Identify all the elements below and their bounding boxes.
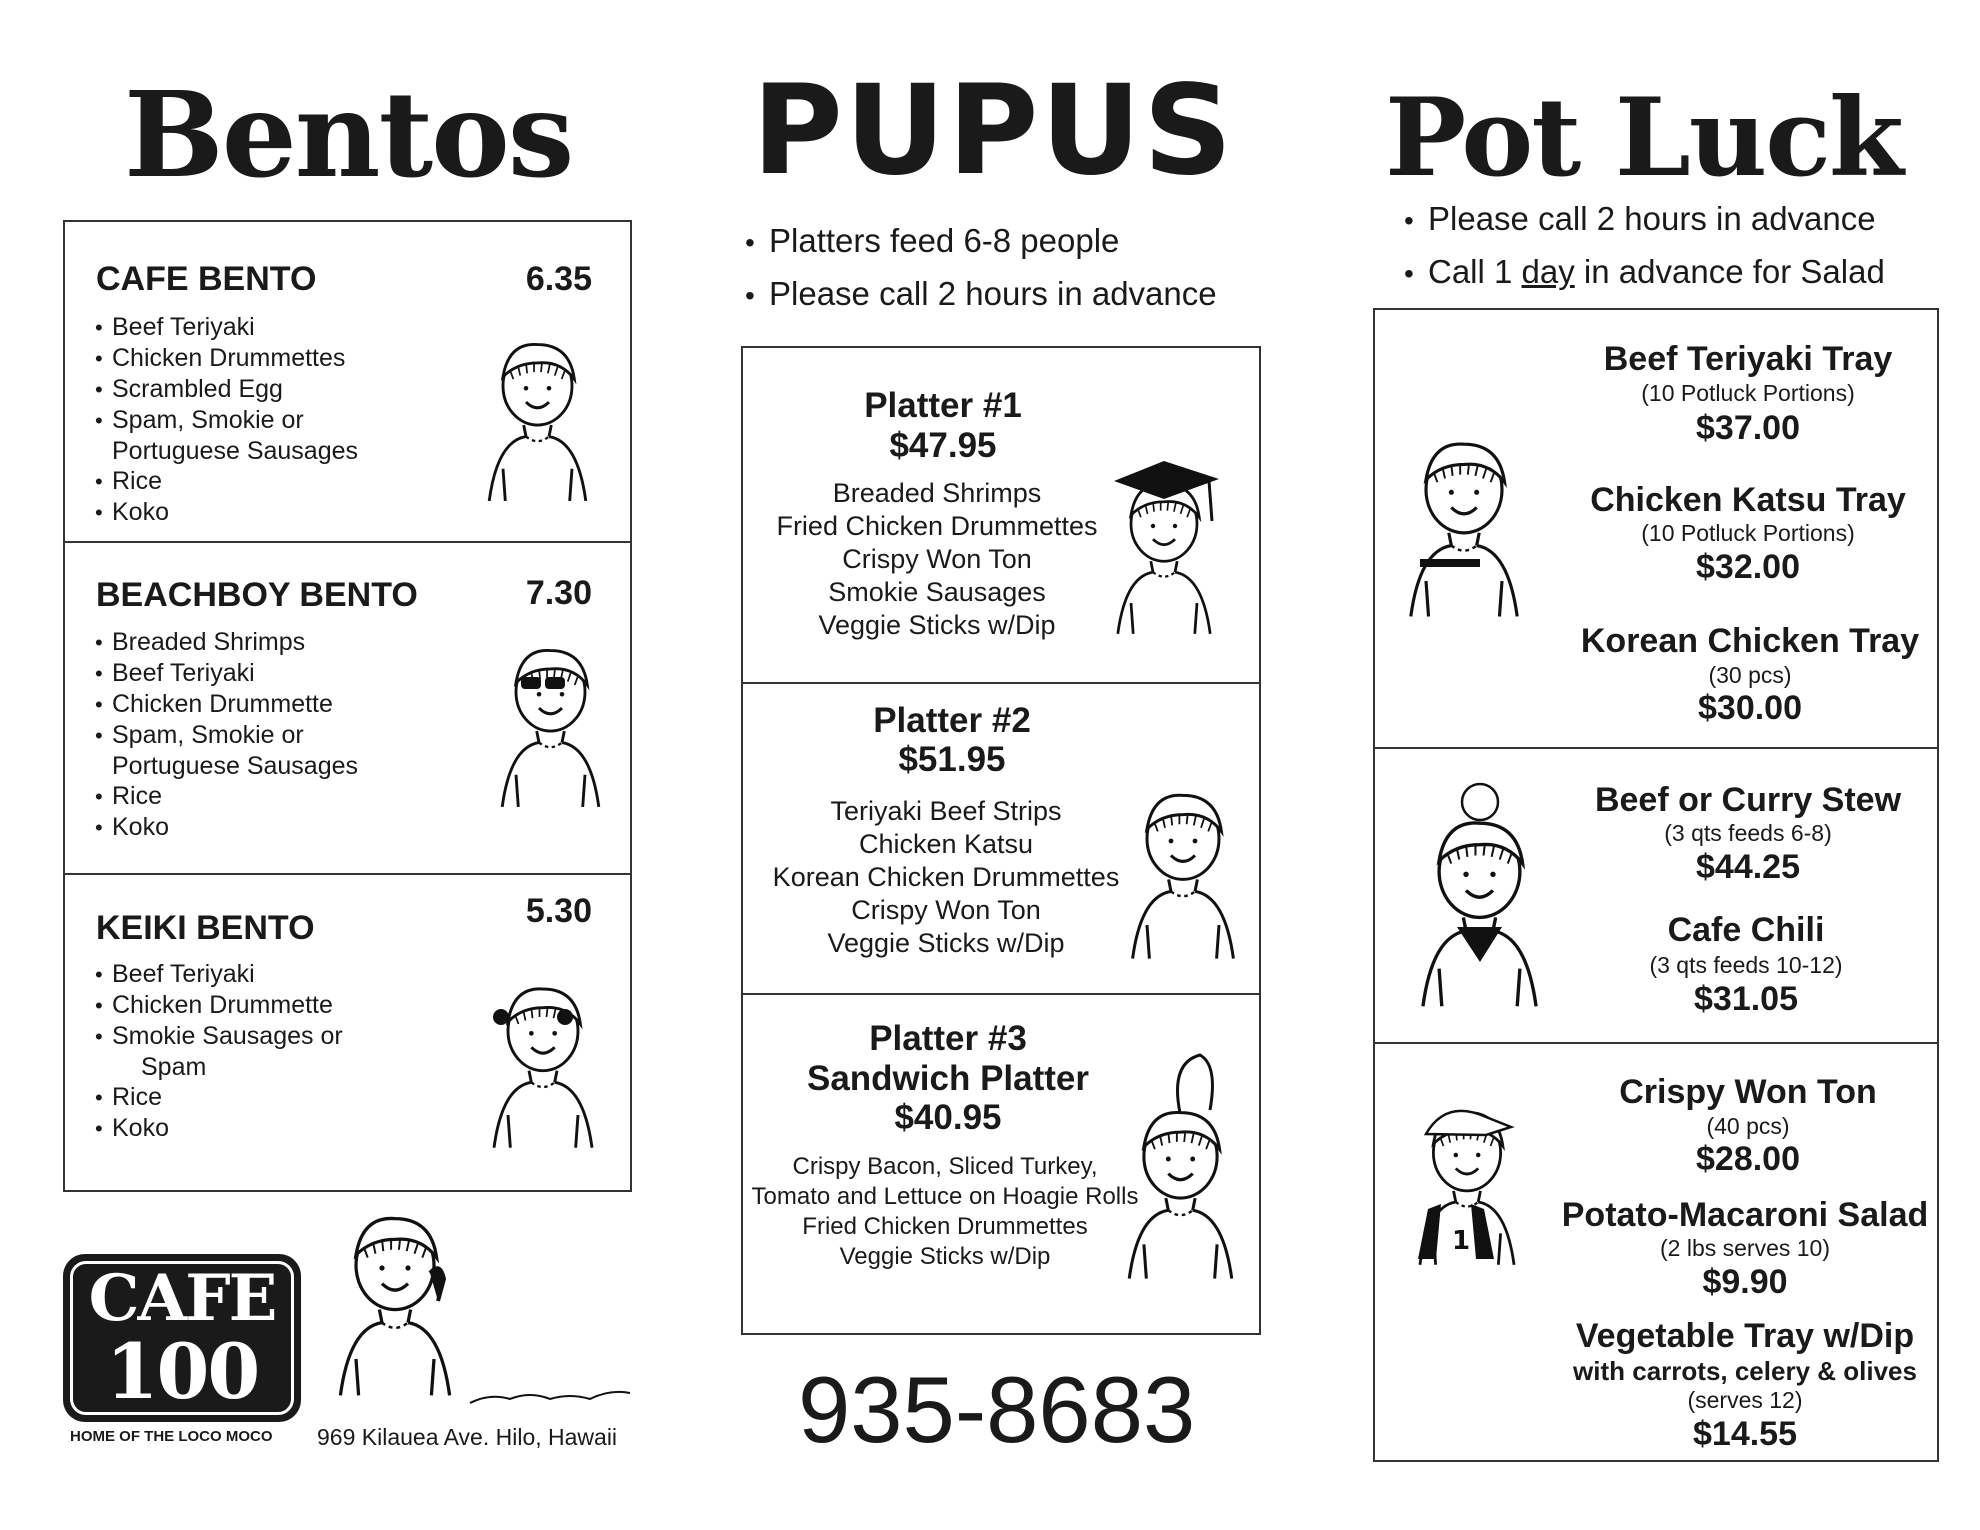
item-name: Beef or Curry Stew [1594,781,1902,819]
note-emphasis: day [1521,253,1575,290]
list-item: • Beef Teriyaki [95,959,343,990]
platter-item: Crispy Won Ton [851,895,1041,925]
item-name: Vegetable Tray w/Dip [1575,1317,1915,1355]
platter-item: Veggie Sticks w/Dip [839,1243,1051,1270]
list-item: • Beef Teriyaki [95,312,358,343]
baseball-boy-illustration [1406,1099,1528,1267]
item-name: Chicken Katsu Tray [1590,481,1906,519]
platter-item: Tomato and Lettuce on Hoagie Rolls [751,1183,1139,1210]
item-detail: (10 Potluck Portions) [1641,380,1855,406]
platter-item: Crispy Bacon, Sliced Turkey, [792,1153,1098,1180]
potluck-note: • Please call 2 hours in advance [1404,199,1876,241]
platter-item: Chicken Katsu [858,829,1034,859]
item-price: $31.05 [1694,980,1798,1018]
list-item: • Rice [95,1082,343,1113]
boy-illustration [1123,780,1243,962]
divider [743,682,1259,684]
bento-items [95,312,358,528]
item-name: Korean Chicken Tray [1580,622,1920,660]
platter-price: $47.95 [889,426,997,465]
potluck-note [1404,252,1885,294]
platter-price: $51.95 [898,740,1006,779]
bentos-title: Bentos [124,65,573,204]
list-item: • Spam, Smokie or [95,720,358,751]
divider [1375,747,1937,749]
bento-price: 5.30 [525,892,592,930]
list-item: • Koko [95,1113,343,1144]
note-text: Call 1 [1428,253,1522,290]
list-item: • Beef Teriyaki [95,658,358,689]
list-item: • Koko [95,497,358,528]
graduate-illustration [1094,451,1234,636]
platter-item: Teriyaki Beef Strips [830,796,1062,826]
list-item: • Smokie Sausages or [95,1021,343,1052]
platter-name: Platter #2 [873,701,1031,740]
item-name: Crispy Won Ton [1619,1073,1877,1111]
bento-price: 7.30 [525,574,592,612]
logo-line1: CAFE [88,1261,276,1336]
list-item: • Spam, Smokie or [95,405,358,436]
bob-haircut-girl-illustration [1400,429,1528,619]
bento-price: 6.35 [525,260,592,298]
platter-name: Platter #3 [869,1019,1027,1058]
pupus-note: • Platters feed 6-8 people [745,221,1119,263]
bento-items [95,959,343,1144]
platter-item: Smokie Sausages [828,577,1046,607]
logo-line2: 100 [105,1327,259,1416]
platter-item: Korean Chicken Drummettes [772,862,1120,892]
phone-girl-illustration [330,1203,642,1413]
item-detail: (3 qts feeds 6-8) [1664,820,1832,846]
item-price: $9.90 [1702,1263,1788,1301]
item-detail: (2 lbs serves 10) [1659,1235,1831,1261]
bento-name: CAFE BENTO [96,260,317,298]
platter-item: Crispy Won Ton [842,544,1032,574]
divider [1375,1042,1937,1044]
list-item: • Breaded Shrimps [95,627,358,658]
bento-keiki [65,875,630,1193]
list-item: • Chicken Drummettes [95,343,358,374]
item-name: Beef Teriyaki Tray [1603,340,1893,378]
address: 969 Kilauea Ave. Hilo, Hawaii [317,1424,618,1450]
logo-tagline: HOME OF THE LOCO MOCO [70,1428,273,1445]
potluck-title: Pot Luck [1385,75,1902,201]
item-detail: (40 pcs) [1706,1113,1790,1139]
bun-girl-illustration [1402,777,1557,1009]
platter-price: $40.95 [894,1098,1002,1137]
item-price: $14.55 [1693,1415,1797,1453]
platter-item: Fried Chicken Drummettes [802,1213,1088,1240]
item-price: $32.00 [1696,548,1800,586]
item-detail: (serves 12) [1687,1387,1803,1413]
item-extra: with carrots, celery & olives [1573,1356,1917,1386]
bento-name: BEACHBOY BENTO [96,576,418,614]
item-detail: (10 Potluck Portions) [1641,520,1855,546]
list-item: Portuguese Sausages [112,437,359,465]
platter-item: Veggie Sticks w/Dip [818,610,1056,640]
bento-beachboy [65,543,630,873]
platter-item: Fried Chicken Drummettes [776,511,1098,541]
bento-cafe [65,222,630,542]
bento-name: KEIKI BENTO [96,909,315,947]
pupus-title: PUPUS [752,59,1235,203]
list-item: • Chicken Drummette [95,689,358,720]
list-item: • Chicken Drummette [95,990,343,1021]
pigtail-girl-illustration [483,975,603,1150]
bentos-menu-box [63,220,632,1192]
kid-illustration [480,327,595,507]
phone-number: 935-8683 [798,1357,1196,1462]
item-name: Cafe Chili [1667,911,1825,949]
item-detail: (3 qts feeds 10-12) [1649,952,1843,978]
divider [743,993,1259,995]
list-item: • Rice [95,466,358,497]
list-item: • Koko [95,812,358,843]
platter-item: Veggie Sticks w/Dip [827,928,1065,958]
bento-items [95,627,358,843]
note-text: in advance for Salad [1574,253,1885,290]
platter-item: Breaded Shrimps [832,478,1042,508]
item-detail: (30 pcs) [1708,662,1792,688]
svg-text:1: 1 [1452,1226,1471,1256]
list-item: • Scrambled Egg [95,374,358,405]
item-price: $37.00 [1696,409,1800,447]
list-item: Spam [141,1053,207,1081]
item-price: $28.00 [1696,1140,1800,1178]
cafe-100-logo [63,1254,301,1422]
platter-subtitle: Sandwich Platter [806,1059,1090,1098]
pupus-note: • Please call 2 hours in advance [745,274,1217,316]
list-item: Portuguese Sausages [112,752,359,780]
item-name: Potato-Macaroni Salad [1561,1196,1929,1234]
platter-name: Platter #1 [864,386,1022,425]
item-price: $30.00 [1698,689,1802,727]
item-price: $44.25 [1696,848,1800,886]
sunglasses-kid-illustration [493,633,608,813]
list-item: • Rice [95,781,358,812]
ponytail-girl-illustration [1108,1053,1253,1281]
